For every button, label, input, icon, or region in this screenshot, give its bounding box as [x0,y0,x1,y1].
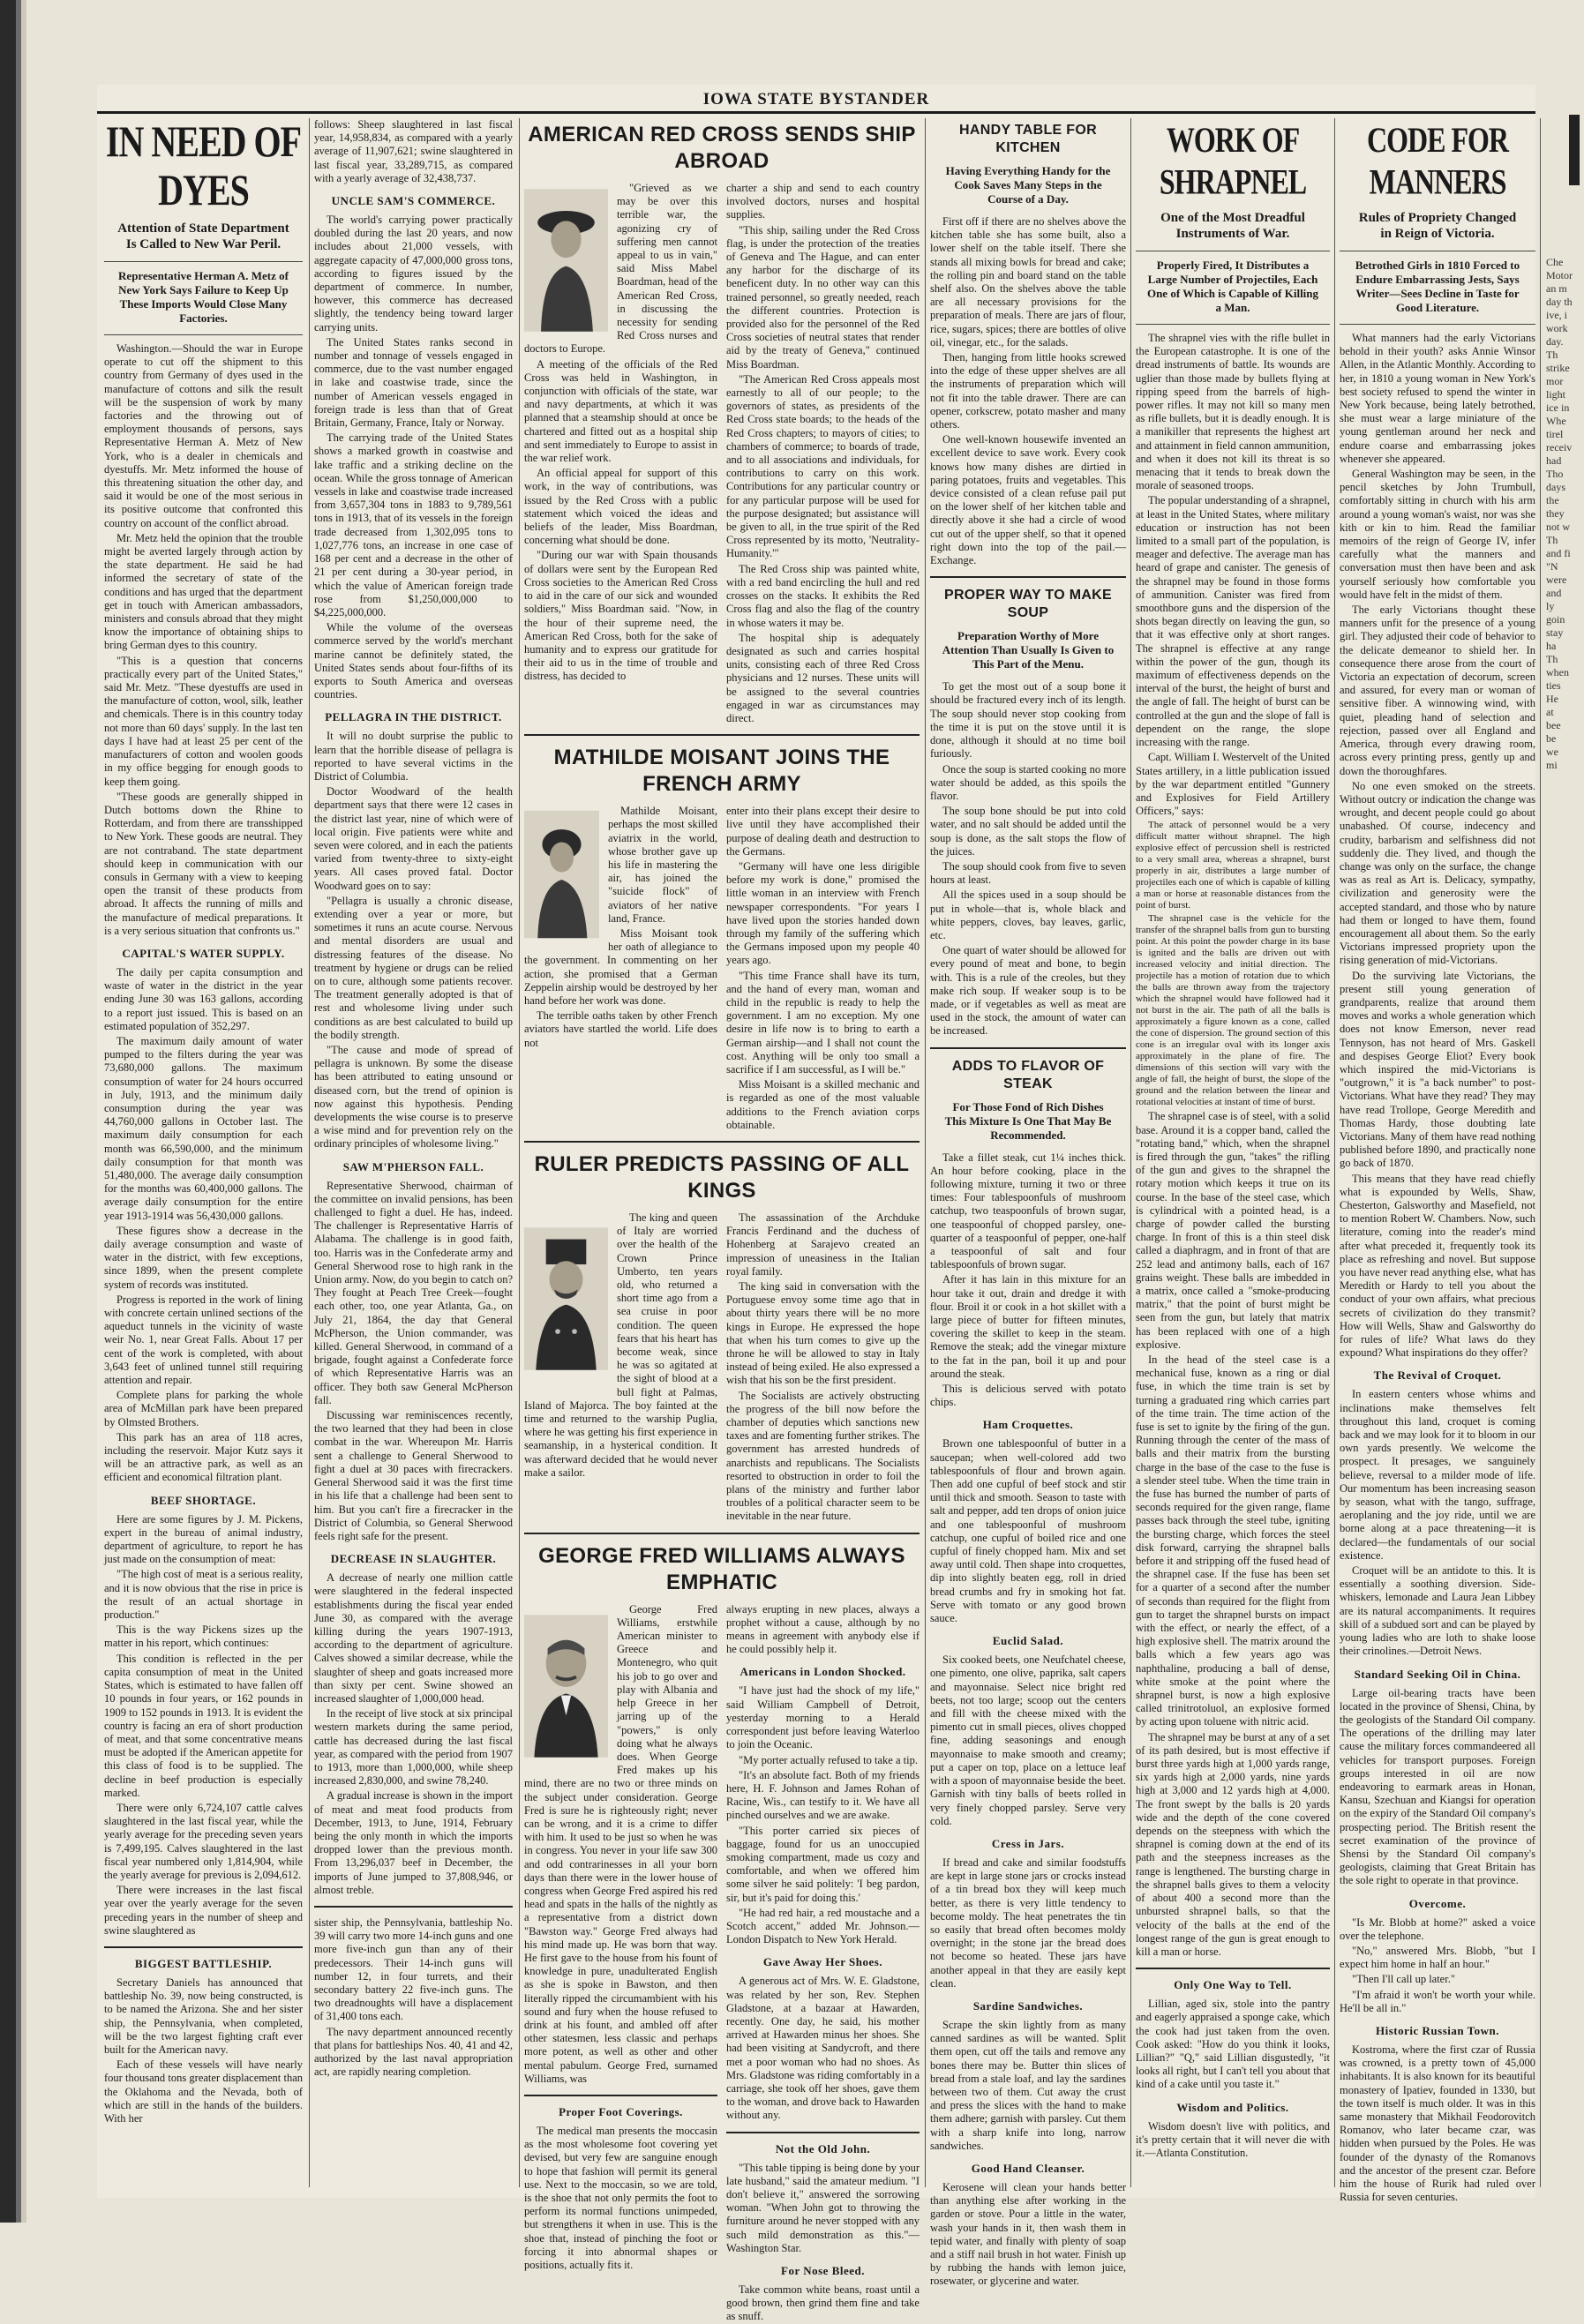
edge-fragment: they [1546,507,1565,520]
paragraph: Progress is reported in the work of lining with concrete certain unlined sections of the aqueduct tunnels in the vicinity of waste weir No. 1, near Great Falls. About 17 per cent of the work is completed, with about 3,643 feet of unlined tunnel still requiring attention and repair. [104,1293,303,1387]
headline-work-of-shrapnel: WORK OF SHRAPNEL [1159,119,1307,202]
paragraph: follows: Sheep slaughtered in last fiscal year, 14,958,834, as compared with a yearly average of 11,907,621; swine slaughtered in last fiscal year, 33,289,715, as compared with a yearly average of 32,438,737. [314,118,513,184]
paragraph: This means that they have read chiefly what is expounded by Wells, Shaw, Chesterton, Galsworthy and Masefield, not to mention Robert W. Chambers. Now, such literature, coming into the reader's mind after what preceded it, frequently took its place as refreshing and novel. But suppose you have never read anything else, what has Meredith or Hardy to tell you about the conduct of your own affairs, what precious secrets of civilization do they transmit? How will Wells, Shaw and Galsworthy do for rules of life? What laws do they expound? What inspirations do they offer? [1340,1172,1535,1360]
headline-george-fred-williams: GEORGE FRED WILLIAMS ALWAYS EMPHATIC [538,1543,905,1594]
paragraph: While the volume of the overseas commerce served by the world's merchant marine cannot be definitely stated, the United States sends about four-fifths of its exports to South America and overseas countries. [314,621,513,701]
paragraph: The early Victorians thought these manners unfit for the presence of a young girl. They adjusted their code of behavior to the delicate demeanor to shield her. In consequence there arose from the court of Victoria an expectation of decorum, screen and assured, for every man or woman of sensitive fiber. A winnowing wind, with quiet, pleading hand of selection and rejection, passed over all England and America, through every drawing room, across every printing press, gently up and down the thoroughfares. [1340,603,1535,777]
paragraph: The Red Cross ship was painted white, with a red band encircling the hull and red crosses on the stacks. It exhibits the Red Cross flag and also the flag of the country in whose waters it may be. [726,562,920,629]
paragraph: Here are some figures by J. M. Pickens, expert in the bureau of animal industry, department of agriculture, to report he has just made on the consumption of meat: [104,1512,303,1566]
paragraph: There were only 6,724,107 cattle calves slaughtered in the last fiscal year, while the yearly average for the preceding seven years is 7,499,195. Calves slaughtered in the last fiscal year numbered only 1,814,904, while the yearly average for previous is 2,094,612. [104,1801,303,1881]
paragraph: This is the way Pickens sizes up the matter in his report, which continues: [104,1623,303,1650]
paragraph: always erupting in new places, always a prophet without a cause, although by no means in agreement with anybody else if he could possibly help it. [726,1602,920,1656]
deck: Having Everything Handy for the Cook Saves Many Steps in the Course of a Day. [945,164,1111,206]
column-5 [1136,118,1330,2187]
paragraph: Kostroma, where the first czar of Russia was crowned, is a pretty town of 45,000 inhabitants. It is also known for its beautiful monastery of Ipatiev, founded in 1330, but the town itself is much older. It was in this same monastery that Mikhail Feodorovitch Romanov, who later became czar, was hidden when pursued by the Poles. He was founder of the dynasty of the Romanovs and the ancestor of the present czar. Before him the house of Rurik had ruled over Russia for seven centuries. [1340,2043,1535,2204]
subhead: Proper Foot Coverings. [559,2104,683,2118]
edge-fragment: tirel [1546,428,1564,440]
adjacent-page-edge [1546,256,1581,2197]
paragraph: In the receipt of live stock at six principal western markets during the same period, cattle has decreased during the last fiscal year, as compared with the period from 1907 to 1913, more than 1,000,000, while sheep increased 2,830,000, and swine 78,240. [314,1707,513,1788]
edge-fragment: at [1546,706,1554,718]
paragraph: Each of these vessels will have nearly four thousand tons greater displacement than the Oklahoma and the Nevada, both of which are still in the hands of the builders. With her [104,2058,303,2125]
paragraph: One quart of water should be allowed for every pound of meat and bone, to begin with. This is a rule of the creoles, but they make rich soup. If weaker soup is to be made, or if vegetables as well as meat are used in the stock, the amount of water can be increased. [930,944,1126,1038]
divider [1136,324,1330,325]
divider [1340,324,1535,325]
edge-fragment: Th [1546,349,1558,361]
paragraph: The Socialists are actively obstructing the progress of the bill now before the chamber of deputies which sanctions new taxes and are fomenting further strikes. The government has arrested hundreds of anarchists and republicans. The Socialists resorted to obstruction in order to foil the plans of the ministry and further labor troubles of a political character seem to be inevitable in the near future. [726,1389,920,1523]
portrait-mathilde-moisant [524,808,599,941]
edge-fragment: ive, i [1546,309,1567,321]
edge-fragment: Whe [1546,415,1566,427]
column-rule [309,118,310,2187]
subhead: For Nose Bleed. [781,2264,865,2277]
edge-fragment: Motor [1546,269,1573,281]
paragraph: The United States ranks second in number and tonnage of vessels engaged in commerce, due to the vast number engaged in lake and coastwise trade, since the number of American vessels engaged in foreign trade is less than that of Great Britain, Germany, France, Italy or Norway. [314,335,513,430]
headline-make-soup: PROPER WAY TO MAKE SOUP [943,588,1113,621]
column-4 [930,118,1126,2288]
edge-fragment: an m [1546,282,1567,295]
edge-fragment: bee [1546,719,1561,731]
paragraph: "This table tipping is being done by your late husband," said the amateur medium. "I don't believe it," answered the sorrowing woman. "When John got to throwing the furniture around he never stopped with any such mild demonstration as this."—Washington Star. [726,2161,920,2254]
paragraph: Take common white beans, roast until a good brown, then grind them fine and take as snuff. [726,2283,920,2323]
subhead: Only One Way to Tell. [1174,1978,1292,1992]
edge-fragment: not w [1546,521,1570,533]
subhead: Gave Away Her Shoes. [762,1955,883,1969]
paragraph: A gradual increase is shown in the import of meat and meat food products from December, 1913, to June, 1914, February being the only month in which the imports dropped lower than the previous month. From 13,296,037 beef in December, the imports of June jumped to 37,808,946, or almost treble. [314,1789,513,1896]
paragraph: Secretary Daniels has announced that battleship No. 39, now being constructed, is to be named the Arizona. She and her sister ship, the Pennsylvania, when completed, will be the two largest fighting craft ever built for the American navy. [104,1975,303,2056]
paragraph: "Is Mr. Blobb at home?" asked a voice over the telephone. [1340,1915,1535,1942]
subhead: Cress in Jars. [991,1836,1065,1850]
edge-fragment: ha [1546,640,1557,652]
paragraph: "It's an absolute fact. Both of my friends here, H. F. Johnson and James Rohan of Racine, Wis., can testify to it. We have all pinched ourselves and we are awake. [726,1768,920,1822]
subhead: Historic Russian Town. [1376,2023,1499,2037]
paragraph: Kerosene will clean your hands better than anything else after working in the garden or stove. Pour a little in the water, wash your hands in it, then wash them in tepid water, and finally with plenty of soap and a stiff nail brush in hot water. Finish up by rubbing the hands with lemon juice, rosewater, or glycerine and water. [930,2180,1126,2288]
paragraph: It will no doubt surprise the public to learn that the horrible disease of pellagra is reported to have several victims in the District of Columbia. [314,730,513,783]
edge-fragment: ly [1546,600,1555,612]
paragraph: The daily per capita consumption and waste of water in the district in the year ending June 30 was 163 gallons, according to a report just issued. This is based on an estimated population of 352,297. [104,965,303,1032]
edge-fragment: He [1546,693,1558,705]
divider [314,1906,513,1908]
paragraph: Scrape the skin lightly from as many canned sardines as will be wanted. Split them open, cut off the tails and remove any bones there may be. Butter thin slices of bread from a stale loaf, and lay the sardines between two of them. Cut away the crust and press the slices with the hand to make them adhere; garnish with parsley. Cut them with a sharp knife into long, narrow sandwiches. [930,2018,1126,2152]
paragraph: A generous act of Mrs. W. E. Gladstone, was related by her son, Rev. Stephen Gladstone, at a bazaar at Hawarden, recently. One day, he said, his mother arrived at Hawarden minus her shoes. She had been visiting at Sandycroft, and there met a poor woman who had no shoes. As Mrs. Gladstone was riding comfortably in a carriage, she took off her shoes, gave them to the woman, and drove back to Hawarden without any. [726,1975,920,2122]
edge-fragment: work [1546,322,1568,334]
paragraph: Discussing war reminiscences recently, the two learned that they had been in close combat in the war. Whereupon Mr. Harris sent a challenge to General Sherwood to fight a duel at 30 paces with firecrackers. General Sherwood said it was the first time in his life that a challenge had been sent to him. But you can't fire a firecracker in the District of Columbia, so General Sherwood feels right safe for the present. [314,1409,513,1542]
paragraph: First off if there are no shelves above the kitchen table she has some built, also a lower shelf on the table itself. There she stands all mixing bowls for bread and cake; the rolling pin and board stand on the table shelf also. On the shelves above the table are all necessary provisions for the preparation of meals. There are jars of flour, rice, sugars, spices; there are bottles of olive oil, vinegar, etc., for the salads. [930,215,1126,349]
paragraph: Miss Moisant took her oath of allegiance to the government. In commenting on her action, she promised that a German Zeppelin airship would be destroyed by her hand before her work was done. [524,926,717,1007]
deck: Rules of Propriety Changed in Reign of Victoria. [1358,211,1517,241]
edge-fragment: Th [1546,653,1558,665]
edge-fragment: mor [1546,375,1564,387]
headline-flavor-steak: ADDS TO FLAVOR OF STEAK [951,1058,1105,1091]
paragraph: The shrapnel case is of steel, with a solid base. Around it is a copper band, called the "rotating band," which, when the shrapnel is fired through the gun, "takes" the rifling of the gun and gives to the shrapnel the rotary motion which keeps it true on its course. In the base of the steel case, which is cylindrical with a pointed head, is a charge of powder called the bursting charge. In front of this is a thin steel disk called a diaphragm, and in front of that are 252 lead and antimony balls, each of 167 grains weight. These balls are imbedded in a matrix, once called a "smoke-producing matrix," that the point of burst might be seen from the gun, but lately that matrix has been replaced with one of a high explosive. [1136,1110,1330,1351]
paragraph: Washington.—Should the war in Europe operate to cut off the shipment to this country from Germany of dyes used in the manufacture of cottons and silk the result will be the suspension of work by many factories and the throwing out of employment thousands of persons, says Representative Herman A. Metz of New York, who is a dealer in chemicals and dyestuffs. Mr. Metz informed the house of this threatening situation the other day, and said it would be one of the most serious in its positive outcome that confronted this country on account of the conflict abroad. [104,342,303,529]
edge-fragment: and [1546,587,1562,599]
paragraph: Brown one tablespoonful of butter in a saucepan; when well-colored add two tablespoonfuls of flour and brown again. Then add one cupful of beef stock and stir until thick and smooth. Season to taste with salt and pepper, add ten drops of onion juice and one tablespoonful of mushroom catchup, one cupful of boiled rice and one cupful of finely chopped ham. Mix and set away until cold. Then shape into croquettes, dip into slightly beaten egg, roll in dried bread crumbs and fry in smoking hot fat. Serve with tomato or any good brown sauce. [930,1437,1126,1625]
divider [524,734,920,736]
paragraph: "This porter carried six pieces of baggage, found for us an unoccupied smoking compartment, made us cozy and comfortable, and when we offered him some silver he said politely: 'I beg pardon, sir, but it's paid for doing this.' [726,1824,920,1904]
edge-fragment: be [1546,732,1557,745]
paragraph: Take a fillet steak, cut 1¼ inches thick. An hour before cooking, place in the following mixture, turning it two or three times: Four tablespoonfuls of mushroom catchup, two teaspoonfuls of brown sugar, one teaspoonful of chopped parsley, one-quarter of a teaspoonful of pepper, one-half a teaspoonful of salt and four tablespoonfuls of brown sugar. [930,1151,1126,1271]
column-rule [925,118,926,2187]
paragraph: The soup bone should be put into cold water, and no salt should be added until the soup is done, as the salt stops the flow of the juices. [930,805,1126,858]
paragraph: The assassination of the Archduke Francis Ferdinand and the duchess of Hohenberg at Sarajevo created an impression of uneasiness in the Italian royal family. [726,1211,920,1278]
divider [930,576,1126,578]
edge-fragment: day th [1546,296,1573,308]
edge-fragment: Che [1546,256,1564,268]
paragraph: This is delicious served with potato chips. [930,1383,1126,1409]
paragraph: The carrying trade of the United States shows a marked growth in coastwise and lake traffic and a striking decline on the ocean. While the gross tonnage of American vessels in lake and coastwise trade increased from 3,657,304 tons in 1883 to 9,789,561 tons in 1913, that of its vessels in the foreign trade decreased from 1,302,095 tons to 1,027,776 tons, an increase in one case of 168 per cent and a decrease in the other of 21 per cent during a 30-year period, in which the value of American foreign trade rose from $1,250,000,000 to $4,225,000,000. [314,431,513,618]
headline-ruler-predicts: RULER PREDICTS PASSING OF ALL KINGS [534,1152,910,1203]
paragraph: The attack of personnel would be a very difficult matter without shrapnel. The high explosive effect of percussion shell is restricted to a very small area, whereas a shrapnel, burst properly in air, distributes a large number of projectiles each one of which is capable of killing a man or horse at reasonable distances from the point of burst. [1136,820,1330,911]
edge-fragment: Tho [1546,468,1564,480]
paragraph: Once the soup is started cooking no more water should be added, as this spoils the flavor. [930,762,1126,802]
edge-fragment: Th [1546,534,1558,546]
headline-mathilde-moisant: MATHILDE MOISANT JOINS THE FRENCH ARMY [553,746,890,797]
paragraph: These figures show a decrease in the daily average consumption and waste of water in the district, with few exceptions, since 1899, when the present complete system of records was instituted. [104,1224,303,1291]
paragraph: No one even smoked on the streets. Without outcry or indication the change was wrought, and decent people could go about unabashed. Of course, indecency and crudity, barbarism and selfishness did not suddenly die. They lived, and though the change was only on the surface, the change was as real as Art is. Delicacy, sympathy, civilization and generosity were the accepted standard, and those who by nature had them or longed to have them, found encouragement all about them. So the early Victorians impressed propriety upon the rising generation of mid-Victorians. [1340,779,1535,967]
paragraph: The shrapnel may be burst at any of a set of its path desired, but is most effective if burst three yards high at 1,000 yards range, six yards high at 2,000 yards, nine yards high at 3,000 and 12 yards high at 4,000. The front swept by the balls is 20 yards wide and the depth of the cone covered depends on the steepness with which the shrapnel is coming down at the end of its path and the steepness increases as the range is lengthened. The bursting charge in the shrapnel balls gives to them a velocity of about 400 a second more than the unbursted shrapnel balls, so that the velocity of the balls at the end of the longest range of the gun is great enough to kill a man or horse. [1136,1730,1330,1958]
subhead: CAPITAL'S WATER SUPPLY. [122,946,285,960]
paragraph: This park has an area of 118 acres, including the reservoir. Major Kutz says it will be an attractive park, as well as an efficient and economical filtration plant. [104,1430,303,1484]
paragraph: "During our war with Spain thousands of dollars were sent by the European Red Cross societies to the American Red Cross to aid in the care of our sick and wounded soldiers," Miss Boardman said. "Now, in the hour of their supreme need, the American Red Cross, both for the sake of humanity and to express our gratitude for their aid to us in the time of trouble and distress, has decided to [524,549,717,683]
headline-handy-table: HANDY TABLE FOR KITCHEN [959,123,1097,155]
paragraph: "Then I'll call up later." [1352,1973,1455,1986]
edge-fragment: days [1546,481,1565,493]
paragraph: "The cause and mode of spread of pellagra is unknown. By some the disease has been attributed to eating unsound or diseased corn, but the trend of opinion is now against this hypothesis. Pending developments the wise course is to preserve a wise mind and for prevention rely on the ordinary principles of wholesome living." [314,1044,513,1151]
divider [1136,1968,1330,1969]
headline-in-need-of-dyes: IN NEED OF DYES [105,116,302,214]
paragraph: The popular understanding of a shrapnel, at least in the United States, where military education or instruction has not been limited to a small part of the population, is meager and defective. The average man has heard of grape and canister. The genesis of the shrapnel may be found in those forms of ammunition. Canister was fired from smoothbore guns and the dispersion of the shots began directly on leaving the gun, so that it was effective only at short ranges. The shrapnel is effective at any range within the power of the gun, though its maximum of effectiveness depends on the interval of the burst, the height of burst and the angle of fall. The height of burst can be controlled at the gun and the slope of fall is dependent on the range, the slope increasing with the range. [1136,494,1330,749]
paragraph: In the head of the steel case is a mechanical fuse, known as a ring or dial fuse, in which the time train is set by turning a graduated ring which carries part of the time train. The time action of the fuse is set to ignite by the firing of the gun. Running through the center of the mass of balls and their matrix from the bursting charge in the base of the case to the fuse is a slender steel tube. When the time train in the fuse has burned the number of parts of seconds required for the given range, flame passes back through the steel tube, igniting the bursting charge, which forces the steel disk forward, carrying the shrapnel balls before it and stripping off the fused head of the shrapnel case. If the fuse has been set for a quarter of a second after the number of seconds than required for the flight from gun to target the shrapnel bursts on impact with the effect, or nearly the effect, of a high explosive shell. The matrix around the balls which a few years ago was naphthaline, producing a ball of dense, white smoke at the point where the shrapnel burst, is now a high explosive called trinitrotoluol, an explosive formed by acting upon toluene with nitric acid. [1136,1353,1330,1728]
divider [104,1946,303,1948]
paragraph: The shrapnel case is the vehicle for the transfer of the shrapnel balls from gun to bursting point. At this point the powder charge in its base is ignited and the balls are driven out with increased velocity and initial direction. The projectile has a motion of rotation due to which the balls are thrown away from the trajectory which the shrapnel would have followed had it not burst in the air. The path of all the balls is approximately a figure known as a cone, called the cone of dispersion. The ground section of this cone is an irregular oval with its longer axis approximately in the plane of fire. The dimensions of this section will vary with the angle of fall, the height of burst, the slope of the ground and the relation between the linear and rotational velocities at instant of time of burst. [1136,913,1330,1108]
paragraph: "I have just had the shock of my life," said William Campbell of Detroit, yesterday morning to a Herald correspondent just before leaving Waterloo to join the Oceanic. [726,1684,920,1751]
subhead: PELLAGRA IN THE DISTRICT. [325,710,502,724]
paragraph: The soup should cook from five to seven hours at least. [930,859,1126,887]
divider [524,2095,717,2096]
paragraph: Wisdom doesn't live with politics, and it's pretty certain that it will never die with it.—Atlanta Constitution. [1136,2119,1330,2159]
divider [524,1533,920,1534]
subhead: Good Hand Cleanser. [971,2161,1085,2175]
paragraph: "I'm afraid it won't be worth your while. He'll be all in." [1340,1988,1535,2014]
paragraph: The maximum daily amount of water pumped to the filters during the year was 73,680,000 gallons. The maximum consumption of water for 24 hours occurred in July, 1913, and the minimum daily consumption during the year was 44,760,000 gallons in October last. The maximum daily consumption for each month was 66,590,000, and the minimum daily consumption for that month was 51,480,000. The average daily consumption for the months was 60,400,000 gallons. The average daily consumption for the entire year 1913-1914 was 56,430,000 gallons. [104,1034,303,1222]
subhead: Overcome. [1408,1896,1467,1910]
paragraph: enter into their plans except their desire to live until they have accomplished their purpose of dealing death and destruction to the Germans. [726,805,920,858]
paragraph: One well-known housewife invented an excellent device to save work. Every cook knows how many dishes are dirtied in paring potatoes, fruits and vegetables. This device consisted of a clean refuse pail put on the lower shelf of her kitchen table and directly above it she had a circle of wood cut out of the upper shelf, so that it opened right down into the top of the pail.—Exchange. [930,433,1126,567]
edge-fragment: receiv [1546,441,1573,454]
paragraph: "He had red hair, a red moustache and a Scotch accent," added Mr. Johnson.—London Dispatch to New York Herald. [726,1906,920,1946]
subhead: SAW M'PHERSON FALL. [342,1159,484,1173]
headline-red-cross-ship: AMERICAN RED CROSS SENDS SHIP ABROAD [528,123,916,173]
masthead-rule [97,111,1535,114]
subhead: Euclid Salad. [992,1634,1064,1648]
paragraph: The hospital ship is adequately designated as such and carries hospital units, consisting each of three Red Cross physicians and 12 nurses. These units will be assigned to the several countries engaged in war as circumstances may direct. [726,631,920,724]
paragraph: "This time France shall have its turn, and the hand of every man, woman and child in the republic is ready to help the government. I am no exception. My one desire in life now is to bring to earth a German airship—and I shall not count the cost. Anything will be only too small a sacrifice if I am successful, as I will be." [726,969,920,1076]
paragraph: "Germany will have one less dirigible before my work is done," promised the little woman in an interview with French newspaper correspondents. "For years I have lived upon the stories handed down through my family of the suffering which the Germans imposed upon my people 40 years ago. [726,859,920,967]
divider [524,1141,920,1143]
subhead: Sardine Sandwiches. [972,1998,1084,2013]
column-1 [104,118,303,2187]
paragraph: General Washington may be seen, in the pencil sketches by John Trumbull, comfortably sitting in church with his arm around a young woman's waist, nor was she kith or kin to him. Read the familiar memoirs of the reign of George IV, infer carefully what the manners and conversation must then have been and ask yourself seriously how comfortable you would have felt in the midst of them. [1340,468,1535,601]
scan-edge-left [0,0,26,2223]
subhead: BIGGEST BATTLESHIP. [134,1956,273,1970]
column-rule [1334,118,1335,2187]
masthead-folio: IOWA STATE BYSTANDER [702,90,930,109]
edge-fragment: we [1546,746,1558,758]
paragraph: Miss Moisant is a skilled mechanic and is regarded as one of the most valuable additions to the French aviation corps obtainable. [726,1078,920,1131]
edge-fragment: strike [1546,362,1570,374]
divider [930,1047,1126,1049]
subhead: Standard Seeking Oil in China. [1354,1667,1521,1681]
paragraph: "This ship, sailing under the Red Cross flag, is under the protection of the treaties of Geneva and The Hague, and can enter any harbor for the discharge of its beneficent duty. In no other way can this trained personnel, so greatly needed, reach the different countries. Protection is provided also for the personnel of the Red Cross societies of neutral states that render aid by the treaty of Geneva," continued Miss Boardman. [726,223,920,371]
paragraph: The king said in conversation with the Portuguese envoy some time ago that in about thirty years there will be no more kings in Europe. He expressed the hope that when his turn comes to give up the throne he will be allowed to stay in Italy instead of being exiled. He also expressed a wish that his son be the first president. [726,1280,920,1387]
paragraph: Six cooked beets, one Neufchatel cheese, one pimento, one olive, paprika, salt capers and mayonnaise. Select nice bright red beets, not too large; scoop out the centers and fill with the cheese mixed with the pimento cut in small pieces, olives chopped fine, adding seasonings and enough mayonnaise to make smooth and creamy; put a caper on top, place on a lettuce leaf with a spoon of mayonnaise beside the beet. Garnish with tiny balls of beets rolled in very finely chopped parsley. Serve very cold. [930,1653,1126,1827]
edge-fragment: "N [1546,560,1558,573]
paragraph: Do the surviving late Victorians, the present still young generation of grandparents, realize that around them moves and works a whole generation which does not know Emerson, never read Tennyson, has not heard of Mrs. Gaskell and despises George Eliot? Every book which inspired the mid-Victorians is "outgrown," it is "a back number" to post-Victorians. What have they read? They may have read Trollope, George Meredith and Thomas Hardy, those doubting late Victorians. Many of them have read nothing published before 1890, and practically none go back of 1870. [1340,969,1535,1170]
edge-fragment: ties [1546,679,1561,692]
paragraph: Complete plans for parking the whole area of McMillan park have been prepared by Olmsted Brothers. [104,1389,303,1428]
paragraph: To get the most out of a soup bone it should be fractured every inch of its length. The soup should never stop cooking from the time it is put on the stove until it is done, although it should at no time boil furiously. [930,680,1126,761]
column-3 [524,118,920,2323]
portrait-king-of-italy [524,1215,608,1383]
paragraph: What manners had the early Victorians behold in their youth? asks Annie Winsor Allen, in the Atlantic Monthly. According to her, in 1810 a young woman in New York's best society refused to spend the winter in New York because, being lately betrothed, she must wear a large miniature of the young gentleman around her neck and endure coarse and embarrassing jokes whenever she appeared. [1340,332,1535,465]
divider [104,334,303,335]
scan-edge-right-mark [1569,115,1580,185]
edge-fragment: ice in [1546,401,1570,414]
paragraph: Mr. Metz held the opinion that the trouble might be averted largely through action by the state department. He said he had informed the secretary of state of the conditions and has urged that the department get in touch with American ambassadors, ministers and consuls abroad that they might know the importance of obtaining ships to bring German dyes to this country. [104,531,303,652]
edge-fragment: were [1546,574,1567,586]
deck: Properly Fired, It Distributes a Large Number of Projectiles, Each One of Which is Capable of Killing a Man. [1146,259,1319,314]
edge-fragment: mi [1546,759,1558,771]
paragraph: sister ship, the Pennsylvania, battleship No. 39 will carry two more 14-inch guns and one more five-inch gun than any of their predecessors. Their 14-inch guns will number 12, in four turrets, and their secondary battery 22 five-inch guns. The two dreadnoughts will have a displacement of 31,400 tons each. [314,1915,513,2023]
subhead: Americans in London Shocked. [739,1665,906,1679]
paragraph: "Grieved as we may be over this terrible war, the agonizing cry of suffering men cannot appeal to us in vain," said Miss Mabel Boardman, head of the American Red Cross, in discussing the necessity for sending Red Cross nurses and doctors to Europe. [524,182,717,356]
paragraph: "The high cost of meat is a serious reality, and it is now obvious that the rise in price is the result of an actual shortage in production." [104,1568,303,1622]
paragraph: Capt. William I. Westervelt of the United States artillery, in a little publication issued by the war department entitled "Gunnery and Explosives for Field Artillery Officers," says: [1136,751,1330,818]
paragraph: A decrease of nearly one million cattle were slaughtered in the federal inspected establishments during the fiscal year ended June 30, as compared with the average killing during the years 1907-1913, according to the department of agriculture. Calves showed a similar decrease, while the slaughter of sheep and goats increased more than sixty per cent. Swine showed an increased slaughter of 1,000,000 head. [314,1571,513,1705]
divider [726,2132,920,2133]
paragraph: Then, hanging from little hooks screwed into the edge of these upper shelves are all the instruments of preparation which will not fit into the table drawer. There are can opener, corkscrew, potato masher and many others. [930,351,1126,431]
deck: Preparation Worthy of More Attention Than Usually Is Given to This Part of the Menu. [942,629,1115,671]
paragraph: "Pellagra is usually a chronic disease, extending over a year or more, but sometimes it runs an acute course. Nervous and mental disorders are usual and distressing features of the disease. No treatment by hygiene or drugs can be relied on to cure, although some patients recover. The treatment generally adopted is that of rest and wholesome living under such conditions as are best calculated to build up the bodily strength. [314,894,513,1041]
paragraph: George Fred Williams, erstwhile American minister to Greece and Montenegro, who quit his job to go over and play with Albania and help Greece in her jarring up of the "powers," is only doing what he always does. When George Fred makes up his mind, there are no two or three minds on the subject under consideration. George Fred is sure he is righteously right; never can be wrong, and it is a crime to differ with him. It used to be just so when he was in congress. You never in your life saw 300 and odd contrarinesses in all your born days than there were in the lower house of congress when George Fred aspired his red head and spats in the halls of the nightly as a representative from a district down "Bawston way." George Fred always had his mind made up. He was born that way. He first gave to the house from his fount of knowledge in pure, unadulterated English as she is spoke in Bawston, and then literally ripped the circumambient with his sound and fury when the house refused to drink at his fount, and ambled off after other statesmen, less classic and perhaps more potent, as well as other and other mental pabulum. George Fred, surnamed Williams, was [524,1602,717,2085]
edge-fragment: the [1546,494,1559,506]
paragraph: "No," answered Mrs. Blobb, "but I expect him home in half an hour." [1340,1944,1535,1971]
deck: Betrothed Girls in 1810 Forced to Endure Embarrassing Jests, Says Writer—Sees Decline in Taste for Good Literature. [1355,259,1520,314]
column-2 [314,118,513,2187]
paragraph: Doctor Woodward of the health department says that there were 12 cases in the district last year, nine of which were of local origin. Five patients were white and seven were colored, and in each the patients varied from twenty-three to sixty-eight years. All cases proved fatal. Doctor Woodward goes on to say: [314,785,513,892]
paragraph: All the spices used in a soup should be put in whole—that is, whole black and white peppers, cloves, bay leaves, garlic, etc. [930,888,1126,941]
subhead: Not the Old John. [775,2141,871,2155]
paragraph: An official appeal for support of this work, in the way of contributions, was issued by the Red Cross with a public statement which voiced the ideas and beliefs of the leader, Miss Boardman, concerning what should be done. [524,467,717,547]
headline-code-for-manners: CODE FOR MANNERS [1367,119,1508,202]
edge-fragment: light [1546,388,1566,401]
edge-fragment: stay [1546,626,1564,639]
paragraph: charter a ship and send to each country involved doctors, nurses and hospital supplies. [726,182,920,221]
paragraph: After it has lain in this mixture for an hour take it out, drain and dredge it with flour. Broil it or cook in a hot skillet with a large piece of butter for fifteen minutes, covering the skillet to keep in the steam. Remove the steak; add the vinegar mixture to the fat in the pan, boil it up and pour around the steak. [930,1273,1126,1380]
subhead: BEEF SHORTAGE. [150,1493,257,1507]
edge-fragment: and fi [1546,547,1571,559]
paragraph: Representative Sherwood, chairman of the committee on invalid pensions, has been challenged to fight a duel. He has, indeed. The challenger is Representative Harris of Alabama. The challenge is in good faith, too. Harris was in the Confederate army and General Sherwood rose to high rank in the Union army. Now, do you begin to catch on? They fought at Peach Tree Creek—fought each other, too, one year Atlanta, Ga., on July 21, 1864, the day that General McPherson, the Union commander, was killed. General Sherwood, in command of a brigade, fought against a Confederate force of which Representative Harris was an officer. They both saw General McPherson fall. [314,1179,513,1406]
paragraph: "This is a question that concerns practically every part of the United States," said Mr. Metz. "These dyestuffs are used in the manufacture of cotton, wool, silk, leather and chemicals. There is in this country today not more than 60 days' supply. In the last ten days I have had at least 25 per cent of the manufacturers of cotton and woolen goods in my office begging for enough goods to keep them going. [104,654,303,788]
paragraph: Croquet will be an antidote to this. It is essentially a soothing diversion. Side-whiskers, lemonade and Laura Jean Libbey are its natural accompaniments. It requires skill of a subdued sort and can be played by young ladies who are loth to shake loose their crinolines.—Detroit News. [1340,1564,1535,1658]
paragraph: The navy department announced recently that plans for battleships Nos. 40, 41 and 42, authorized by the last naval appropriation act, are rapidly nearing completion. [314,2025,513,2079]
column-6 [1340,118,1535,2204]
paragraph: "These goods are generally shipped in Dutch bottoms down the Rhine to Rotterdam, and from there are transshipped to New York. These goods are neutral. They are not contraband. The state department should keep in communication with our consuls in Germany with a view to keeping open the transit of these products from abroad. It affects the running of mills and the manufacture of medical preparations. It is a very serious situation that confronts us." [104,790,303,937]
deck: Attention of State Department Is Called to New War Peril. [117,221,289,251]
column-rule [1540,118,1541,2187]
paragraph: "My porter actually refused to take a tip. [739,1753,918,1766]
paragraph: Mathilde Moisant, perhaps the most skilled aviatrix in the world, whose brother gave up his life in mastering the air, has joined the "suicide flock" of aviators of her native land, France. [608,805,717,925]
portrait-mabel-boardman [524,185,608,335]
paragraph: In eastern centers whose whims and inclinations make themselves felt throughout this land, croquet is coming back and we may look for it to bloom in our own yards presently. We welcome the prospect. It presages, we sanguinely believe, reversal to a milder mode of life. Our momentum has been increasing season by season, what with the tango, suffrage, aeroplaning and the joy ride, until we are borne along at a pace threatening—it is declared—the fundamentals of our social existence. [1340,1388,1535,1562]
divider [104,261,303,262]
edge-fragment: when [1546,666,1569,678]
deck: Representative Herman A. Metz of New York Says Failure to Keep Up These Imports Would Close Many Factories. [118,269,289,325]
paragraph: There were increases in the last fiscal year over the yearly average for the seven preceding years in the number of sheep and swine slaughtered as [104,1884,303,1937]
paragraph: The king and queen of Italy are worried over the health of the Crown Prince Umberto, ten years old, who returned a short time ago from a sea cruise in poor condition. The queen fears that his heart has become weak, since he was so agitated at the sight of blood at a bull fight at Palmas, Island of Majorca. The boy fainted at the time and returned to the warship Puglia, where he was getting his first experience in seamanship, in a hysterical condition. It was afterward decided that he would never make a sailor. [524,1211,717,1479]
subhead: DECREASE IN SLAUGHTER. [330,1552,497,1566]
column-rule [1130,118,1131,2187]
paragraph: The terrible oaths taken by other French aviators have startled the world. Life does not [524,1009,717,1049]
paragraph: If bread and cake and similar foodstuffs are kept in large stone jars or crocks instead of a tin bread box they will keep much better, as there is very little tendency to become moldy. The heat penetrates the tin so easily that bread often becomes moldy overnight; in the stone jar the bread does not become so heated. These jars have another appeal in that they are easily kept clean. [930,1855,1126,1990]
column-rule [519,118,520,2187]
paragraph: The medical man presents the moccasin as the most wholesome foot covering yet devised, but very few are sanguine enough to hope that fashion will permit its general use. Next to the moccasin, so we are told, is the shoe that not only permits the foot to perform its normal functions unimpeded, but strengthens it when in use. This is the shoe that, instead of pinching the foot or forcing it into abnormal shapes or positions, actually fits it. [524,2124,717,2272]
paragraph: A meeting of the officials of the Red Cross was held in Washington, in conjunction with officials of the state, war and navy departments, at which it was planned that a steamship should at once be chartered and fitted out as a hospital ship and sent immediately to Europe to assist in the war relief work. [524,357,717,465]
deck: For Those Fond of Rich Dishes This Mixture Is One That May Be Recommended. [944,1099,1112,1142]
subhead: The Revival of Croquet. [1373,1368,1502,1383]
edge-fragment: goin [1546,613,1565,626]
paragraph: The shrapnel vies with the rifle bullet in the European catastrophe. It is one of the dread instruments of battle. Its wounds are uglier than those made by bullets flying at ripping speed from the barrels of high-power rifles. It may not kill so many men as rifle bullets, but it is deadly enough. It is a manikiller that represents the highest art and attainment in field cannon ammunition, and when it does not kill its threat is so menacing that it tends to break down the morale of seasoned troops. [1136,332,1330,492]
subhead: UNCLE SAM'S COMMERCE. [331,194,496,208]
deck: One of the Most Dreadful Instruments of War. [1160,211,1305,241]
subhead: Ham Croquettes. [982,1418,1074,1432]
paragraph: This condition is reflected in the per capita consumption of meat in the United States, which is estimated to have fallen off 10 pounds in four years, or 162 pounds in 1909 to 152 pounds in 1913. It is evident the country is facing an era of short production of meat, and that some concentrative means must be adopted if the American appetite for this class of food is to be supplied. The decline in beef production is especially marked. [104,1652,303,1799]
paragraph: The world's carrying power practically doubled during the last 20 years, and now includes about 21,000 vessels, with aggregate capacity of 47,000,000 gross tons, according to figures issued by the department of commerce. In number, however, this commerce has decreased slightly, the tendency being toward larger carrying units. [314,214,513,334]
subhead: Wisdom and Politics. [1176,2100,1289,2114]
edge-fragment: day. [1546,335,1564,348]
paragraph: Large oil-bearing tracts have been located in the province of Shensi, China, by the geologists of the Standard Oil company. The operations of the drilling may later cause the military forces commandeered all vehicles for transport purposes. Foreign groups interested in oil are now endeavoring to earmark areas in Honan, Kansu, Szechuan and Kiangsi for operation on the expiry of the Standard Oil company's prospecting period. The British resent the secret examination of the province of Shensi by the Standard Oil company's geologists, claiming that Great Britain has the sole right to operate in that province. [1340,1686,1535,1887]
paragraph: Lillian, aged six, stole into the pantry and eagerly appraised a sponge cake, which the cook had just taken from the oven. Cook asked: "How do you think it looks, Lillian?" "Q," said Lillian disgustedly, "it looks all right, but I can't tell you about that kind of a cake until you taste it." [1136,1998,1330,2091]
paragraph: "The American Red Cross appeals most earnestly to all of our people; to the governors of states, as presidents of the Red Cross state boards; to the heads of the Red Cross chapters; to mayors of cities; to chambers of commerce; to boards of trade, and to all associations and individuals, for contributions to carry on this work. Contributions for any particular country or for any particular purpose will be used for the purpose designated; but assistance will be given to all, in the true spirit of the Red Cross represented by its motto, 'Neutrality-Humanity.'" [726,372,920,560]
edge-fragment: had [1546,454,1562,467]
portrait-george-fred-williams [524,1607,608,1765]
